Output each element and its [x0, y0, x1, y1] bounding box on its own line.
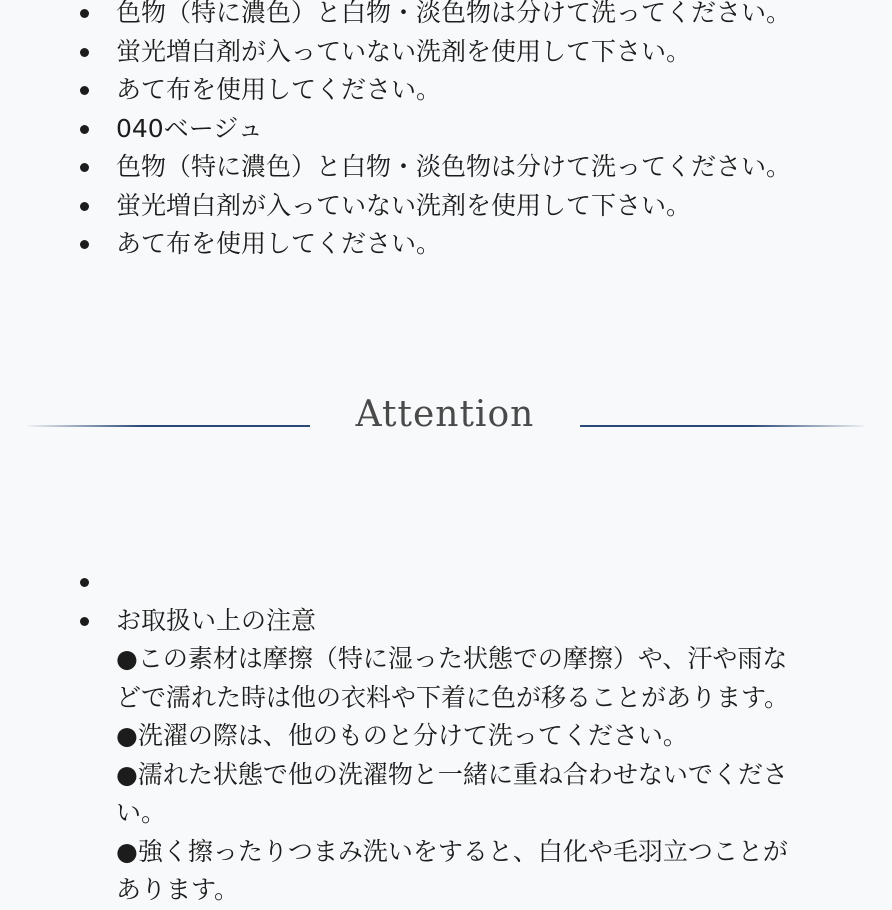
bullet-icon	[80, 240, 89, 249]
bullet-icon	[80, 9, 89, 18]
attention-section-header	[0, 390, 892, 440]
bullet-icon	[80, 202, 89, 211]
list-item	[0, 0, 892, 33]
list-item-text: 蛍光増白剤が入っていない洗剤を使用して下さい。	[116, 190, 692, 220]
list-item	[0, 71, 892, 110]
bullet-icon	[80, 125, 89, 134]
list-item	[0, 110, 892, 149]
list-item	[0, 187, 892, 226]
note-line: ●濡れた状態で他の洗濯物と一緒に重ね合わせないでくださ	[116, 759, 788, 789]
note-line: どで濡れた時は他の衣料や下着に色が移ることがあります。	[116, 682, 790, 712]
list-item	[0, 225, 892, 264]
note-line: ●この素材は摩擦（特に湿った状態での摩擦）や、汗や雨な	[116, 644, 788, 673]
bullet-icon	[80, 48, 89, 57]
note-line: ●洗濯の際は、他のものと分けて洗ってください。	[116, 721, 688, 750]
attention-notes-list	[0, 563, 892, 910]
list-item-text: あて布を使用してください。	[116, 75, 442, 104]
bullet-icon	[80, 578, 89, 587]
list-item-text: 040ベージュ	[116, 113, 263, 143]
list-item-text: あて布を使用してください。	[116, 229, 442, 258]
divider-right	[580, 425, 864, 427]
list-item-text: 蛍光増白剤が入っていない洗剤を使用して下さい。	[116, 36, 692, 66]
list-item	[0, 33, 892, 72]
note-line: ●強く擦ったりつまみ洗いをすると、白化や毛羽立つことが	[116, 836, 788, 866]
list-item-empty	[0, 563, 892, 602]
list-item-handling-notes	[0, 602, 892, 910]
list-item-text: 色物（特に濃色）と白物・淡色物は分けて洗ってください。	[116, 0, 792, 27]
divider-left	[28, 425, 310, 427]
bullet-icon	[80, 86, 89, 95]
notes-heading: お取扱い上の注意	[116, 605, 317, 635]
list-item-text: 色物（特に濃色）と白物・淡色物は分けて洗ってください。	[116, 152, 792, 181]
note-line: い。	[116, 798, 167, 827]
note-line: あります。	[116, 875, 240, 904]
bullet-icon	[80, 617, 89, 626]
list-item	[0, 148, 892, 187]
bullet-icon	[80, 163, 89, 172]
section-title: Attention	[355, 394, 535, 435]
care-instructions-list	[0, 0, 892, 264]
